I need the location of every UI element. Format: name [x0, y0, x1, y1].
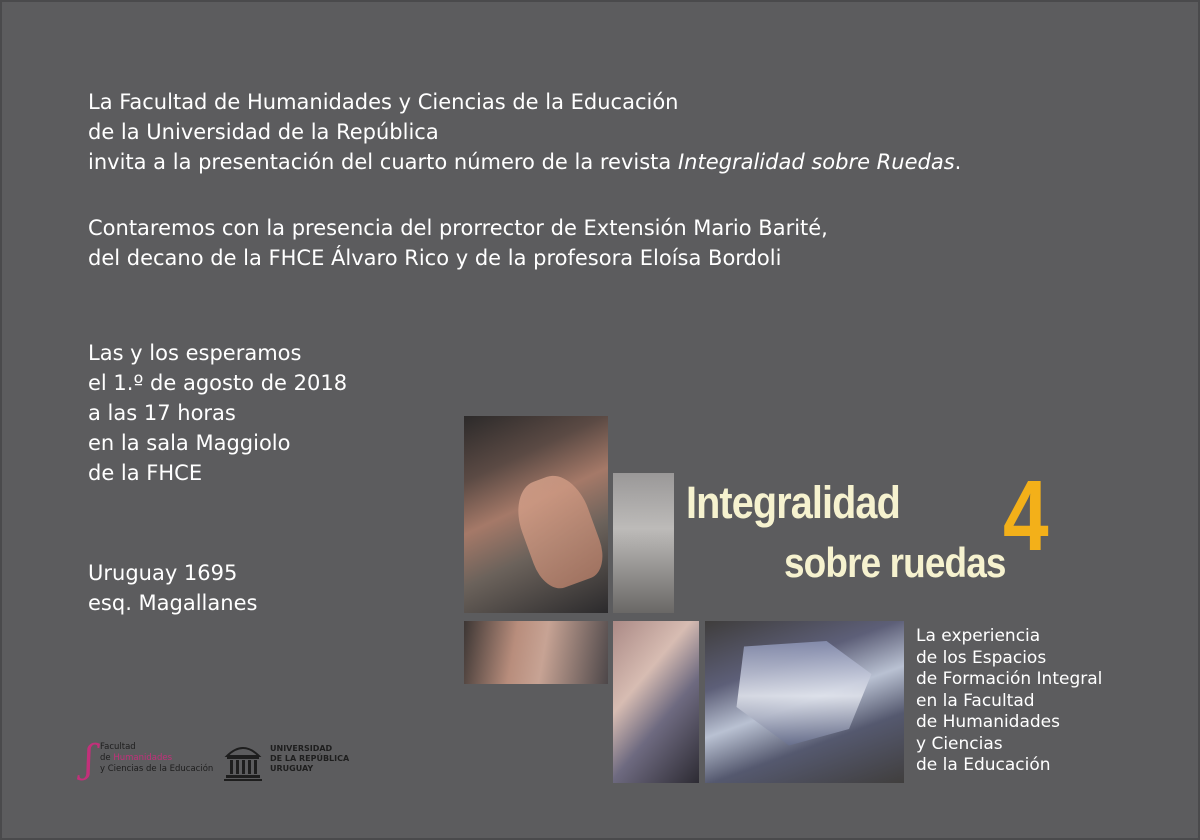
subtitle-line: de Humanidades [916, 712, 1061, 732]
udelar-logo-line: DE LA REPÚBLICA [270, 754, 350, 763]
intro-text: invita a la presentación del cuarto número de la revista [88, 150, 678, 174]
fhce-logo-line: Facultad [100, 742, 136, 752]
address-street: Uruguay 1695 [88, 561, 238, 585]
magazine-title: Integralidad sobre Ruedas [677, 150, 955, 174]
cover-subtitle [916, 626, 1102, 777]
subtitle-line: de Formación Integral [916, 669, 1103, 689]
subtitle-line: de los Espacios [916, 647, 1047, 668]
udelar-building-icon [224, 740, 262, 782]
udelar-logo-line: URUGUAY [270, 764, 314, 773]
intro-line: de la Universidad de la República [88, 120, 439, 144]
event-address [88, 558, 257, 618]
fhce-logo-word: de [100, 753, 114, 763]
issue-number: 4 [1003, 460, 1049, 572]
event-line: Las y los esperamos [88, 341, 302, 365]
fhce-logo [84, 738, 214, 782]
udelar-logo [224, 740, 354, 784]
subtitle-line: La experiencia [916, 626, 1041, 646]
fhce-logo-line: y Ciencias de la Educación [100, 764, 214, 774]
subtitle-line: en la Facultad [916, 690, 1035, 711]
udelar-logo-line: UNIVERSIDAD [270, 744, 333, 753]
event-date: el 1.º de agosto de 2018 [88, 371, 348, 395]
guests-line: del decano de la FHCE Álvaro Rico y de la profesora Eloísa Bordoli [88, 246, 782, 270]
photo-detail [507, 467, 608, 594]
event-room: en la sala Maggiolo [88, 431, 291, 455]
invitation-intro [88, 87, 961, 177]
collage-photo [613, 621, 699, 783]
address-corner: esq. Magallanes [88, 591, 258, 615]
event-details [88, 338, 347, 488]
fhce-logo-highlight: Humanidades [113, 753, 173, 763]
intro-line [88, 147, 961, 177]
udelar-logo-text [270, 744, 349, 774]
event-venue: de la FHCE [88, 461, 203, 485]
intro-period: . [954, 150, 962, 174]
subtitle-line: de la Educación [916, 755, 1051, 775]
collage-photo [613, 473, 674, 613]
fhce-mark-icon: ʃ [84, 737, 95, 781]
cover-title: Integralidad [686, 477, 900, 528]
cover-title-sub: sobre ruedas [784, 539, 1006, 586]
collage-photo [464, 416, 608, 613]
fhce-logo-line [100, 753, 213, 764]
guests-line: Contaremos con la presencia del prorrector de Extensión Mario Barité, [88, 216, 828, 240]
fhce-logo-text [100, 742, 213, 775]
event-time: a las 17 horas [88, 401, 236, 425]
subtitle-line: y Ciencias [916, 733, 1003, 754]
collage-photo [705, 621, 904, 783]
photo-detail [729, 641, 879, 751]
collage-photo [464, 621, 608, 684]
guests-paragraph [88, 213, 828, 273]
intro-line: La Facultad de Humanidades y Ciencias de la Educación [88, 90, 679, 114]
